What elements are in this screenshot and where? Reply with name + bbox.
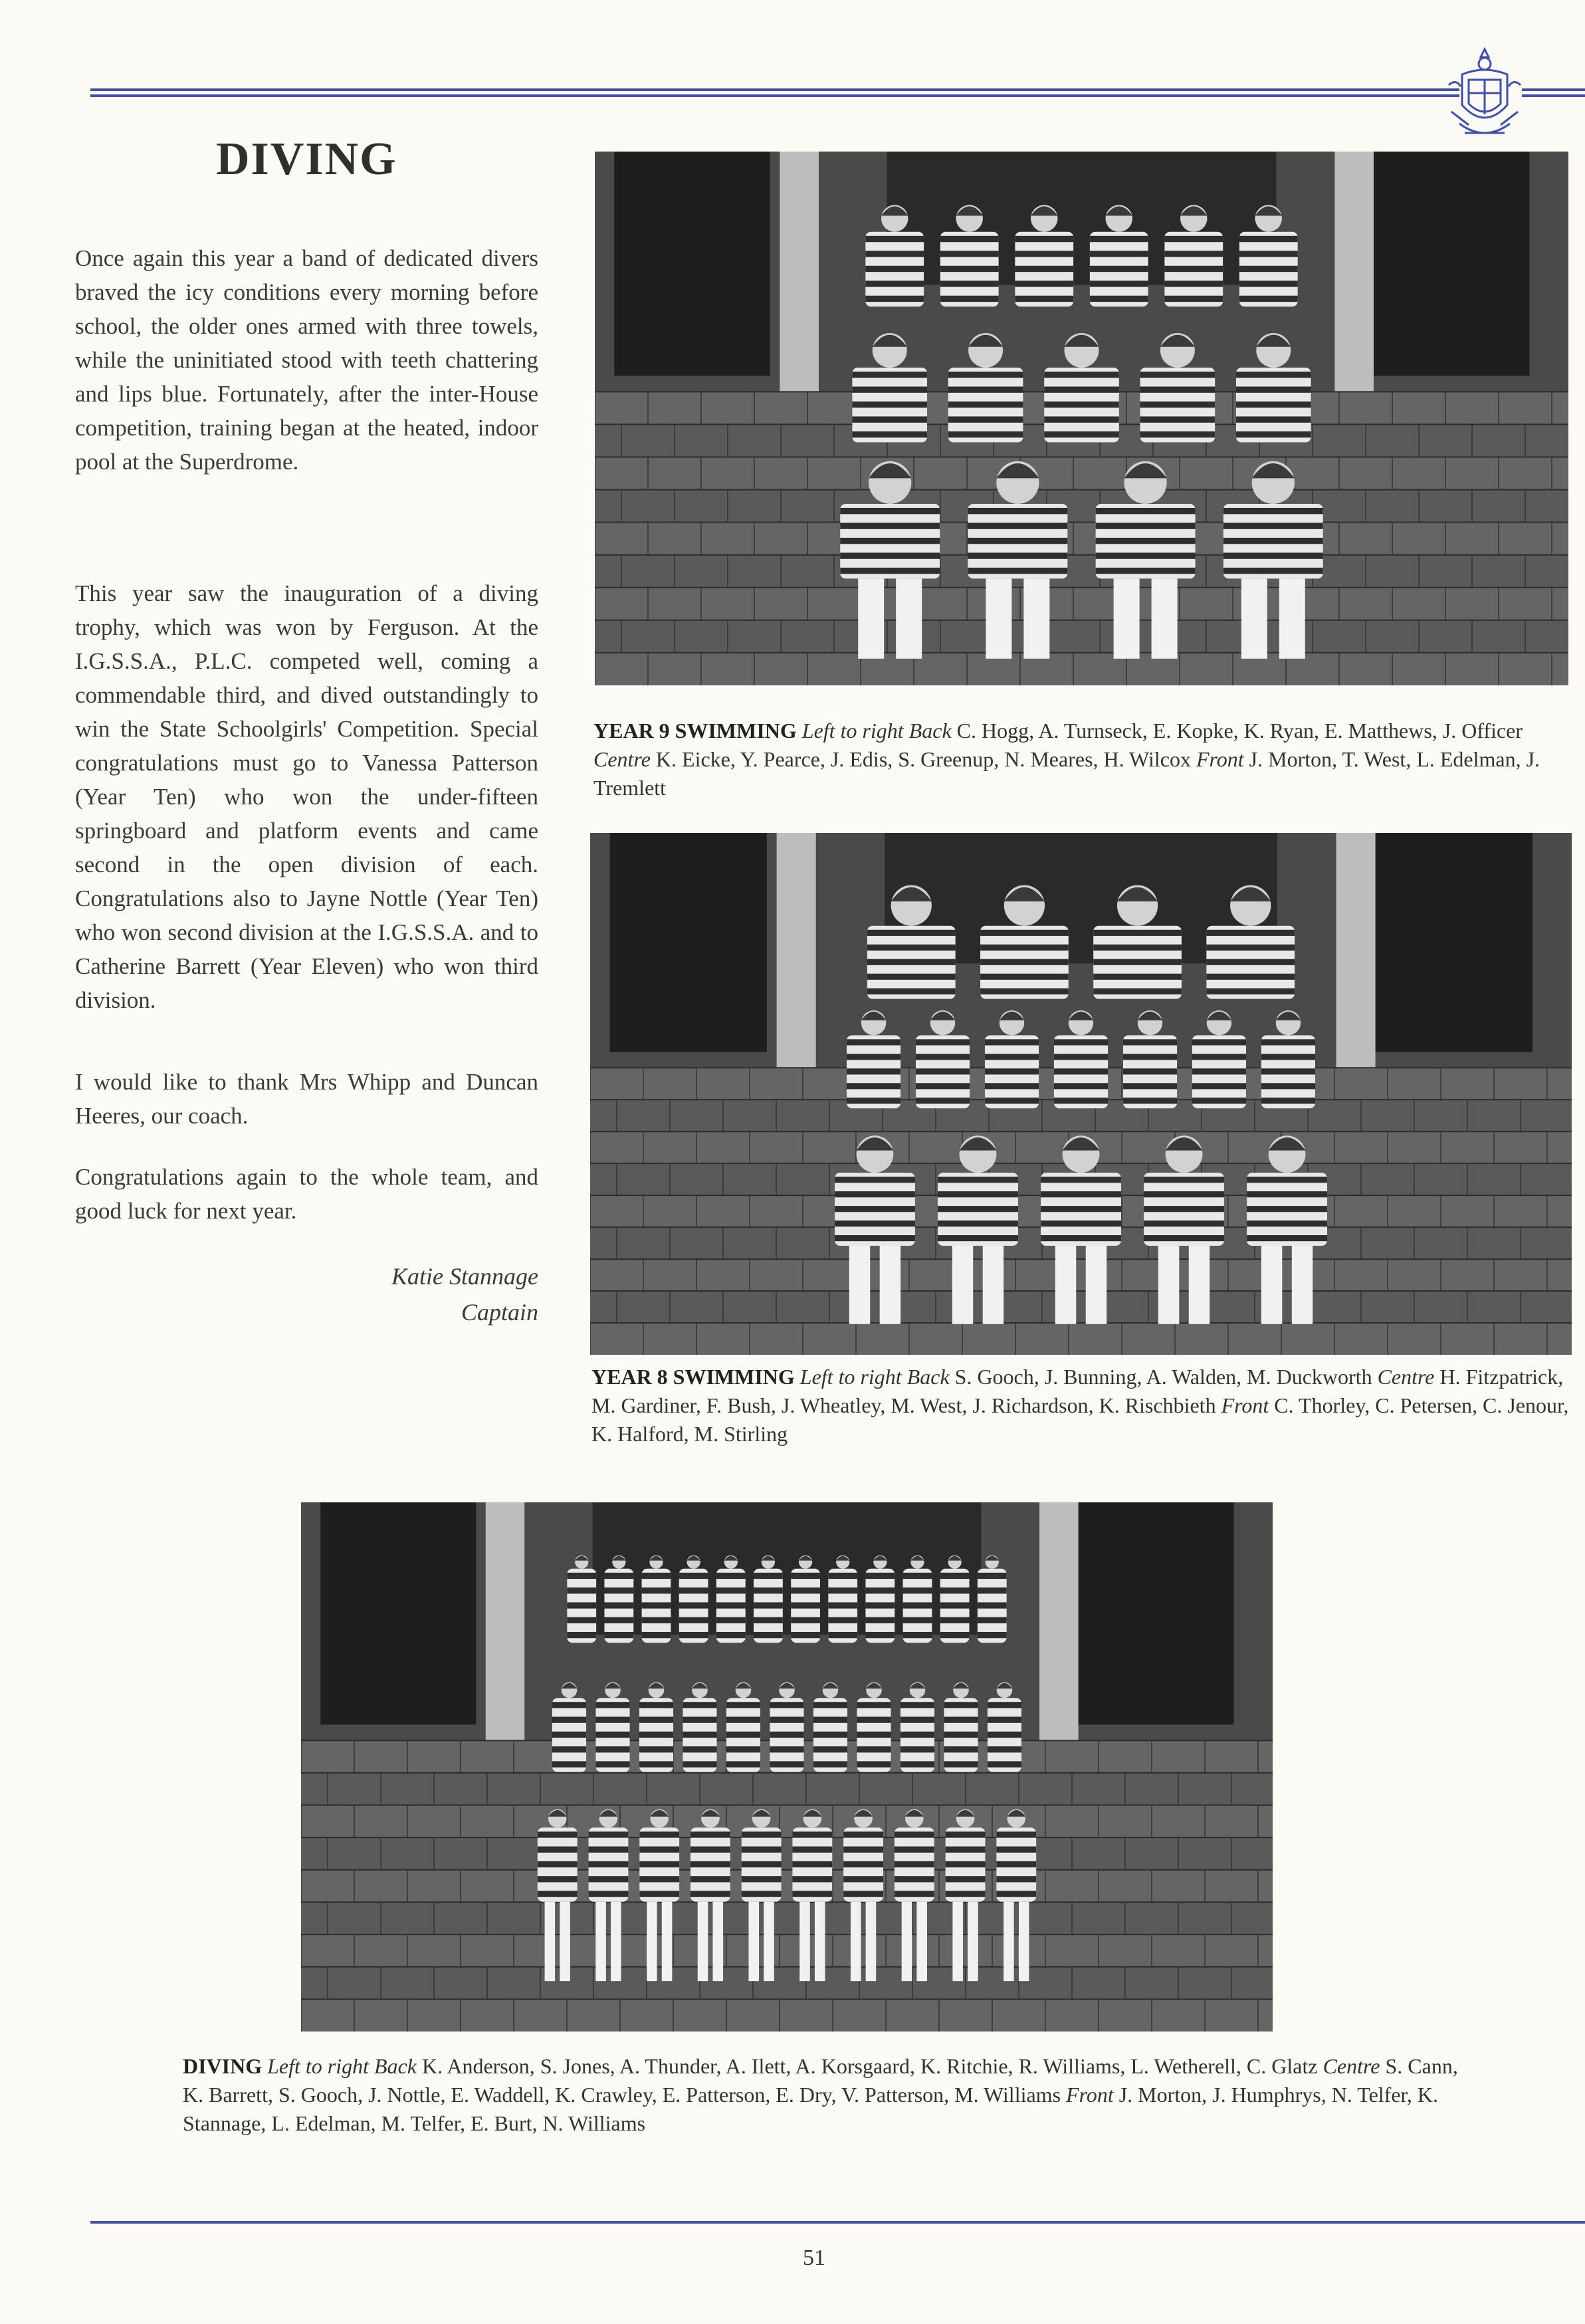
caption-heading: YEAR 8 SWIMMING xyxy=(591,1365,795,1389)
caption-label-left-to-right: Left to right xyxy=(799,1365,902,1389)
article-paragraph-3: I would like to thank Mrs Whipp and Duncan Heeres, our coach. xyxy=(75,1069,538,1129)
caption-front-names: C. Thorley, C. Petersen, C. Jenour, K. Halford, M. Stirling xyxy=(591,1393,1569,1446)
year-8-swimming-photo xyxy=(590,833,1572,1355)
caption-label-front: Front xyxy=(1196,747,1244,771)
caption-label-centre: Centre xyxy=(1322,2054,1380,2078)
header-double-rule xyxy=(90,88,1459,98)
caption-label-back: Back xyxy=(906,1365,950,1389)
caption-centre-names: H. Fitzpatrick, M. Gardiner, F. Bush, J. Wheatley, M. West, J. Richardson, K. Rischbieth xyxy=(591,1365,1564,1417)
caption-centre-names: S. Cann, K. Barrett, S. Gooch, J. Nottle, E. Waddell, K. Crawley, E. Patterson, E. Dry, V. Patterson, M. Williams xyxy=(183,2054,1458,2107)
caption-label-centre: Centre xyxy=(1377,1365,1435,1389)
caption-back-names: K. Anderson, S. Jones, A. Thunder, A. Ilett, A. Korsgaard, K. Ritchie, R. Williams, L. Wetherell, C. Glatz xyxy=(421,2054,1318,2078)
caption-front-names: J. Morton, T. West, L. Edelman, J. Tremlett xyxy=(593,747,1540,800)
signature-name: Katie Stannage xyxy=(391,1263,538,1290)
caption-heading: DIVING xyxy=(183,2054,263,2078)
caption-back-names: S. Gooch, J. Bunning, A. Walden, M. Duckworth xyxy=(954,1365,1372,1389)
signature-role: Captain xyxy=(461,1299,538,1326)
caption-back-names: C. Hogg, A. Turnseck, E. Kopke, K. Ryan, E. Matthews, J. Officer xyxy=(956,719,1523,743)
caption-label-back: Back xyxy=(908,719,952,743)
year-8-swimming-caption xyxy=(591,1363,1575,1449)
school-crest-icon xyxy=(1442,45,1527,145)
diving-team-photo xyxy=(301,1502,1273,2032)
caption-front-names: J. Morton, J. Humphrys, N. Telfer, K. Stannage, L. Edelman, M. Telfer, E. Burt, N. Williams xyxy=(183,2083,1439,2135)
year-9-swimming-photo xyxy=(595,152,1568,685)
page-title: DIVING xyxy=(216,134,397,185)
footer-rule xyxy=(90,2221,1585,2224)
caption-label-front: Front xyxy=(1066,2083,1114,2107)
year-8-swimming-photo-image xyxy=(590,833,1572,1355)
year-9-swimming-photo-image xyxy=(595,152,1568,685)
diving-team-caption xyxy=(183,2052,1459,2138)
article-paragraph-4: Congratulations again to the whole team, and good luck for next year. xyxy=(75,1164,538,1224)
diving-team-photo-image xyxy=(301,1502,1273,2032)
caption-centre-names: K. Eicke, Y. Pearce, J. Edis, S. Greenup, N. Meares, H. Wilcox xyxy=(655,747,1191,771)
article-paragraph-1: Once again this year a band of dedicated divers braved the icy conditions every morning before school, the older ones armed with three towels, while the uninitiated stood with teeth chattering and lips blue. Fortunately, after the inter-House competition, training began at the heated, indoor pool at the Superdrome. xyxy=(75,245,538,475)
caption-label-back: Back xyxy=(374,2054,417,2078)
caption-label-left-to-right: Left to right xyxy=(801,719,904,743)
page-number: 51 xyxy=(803,2246,825,2270)
caption-label-front: Front xyxy=(1221,1393,1269,1417)
caption-label-centre: Centre xyxy=(593,747,651,771)
caption-label-left-to-right: Left to right xyxy=(267,2054,370,2078)
caption-heading: YEAR 9 SWIMMING xyxy=(593,719,797,743)
article-paragraph-2: This year saw the inauguration of a diving trophy, which was won by Ferguson. At the I.G.S.S.A., P.L.C. competed well, coming a commendable third, and dived outstandingly to win the State Schoolgirls' Competition. Special congratulations must go to Vanessa Patterson (Year Ten) who won the under-fifteen springboard and platform events and came second in the open division of each. Congratulations also to Jayne Nottle (Year Ten) who won second division at the I.G.S.S.A. and to Catherine Barrett (Year Eleven) who won third division. xyxy=(75,580,538,1013)
year-9-swimming-caption xyxy=(593,717,1577,802)
header-rule-right xyxy=(1522,88,1585,98)
